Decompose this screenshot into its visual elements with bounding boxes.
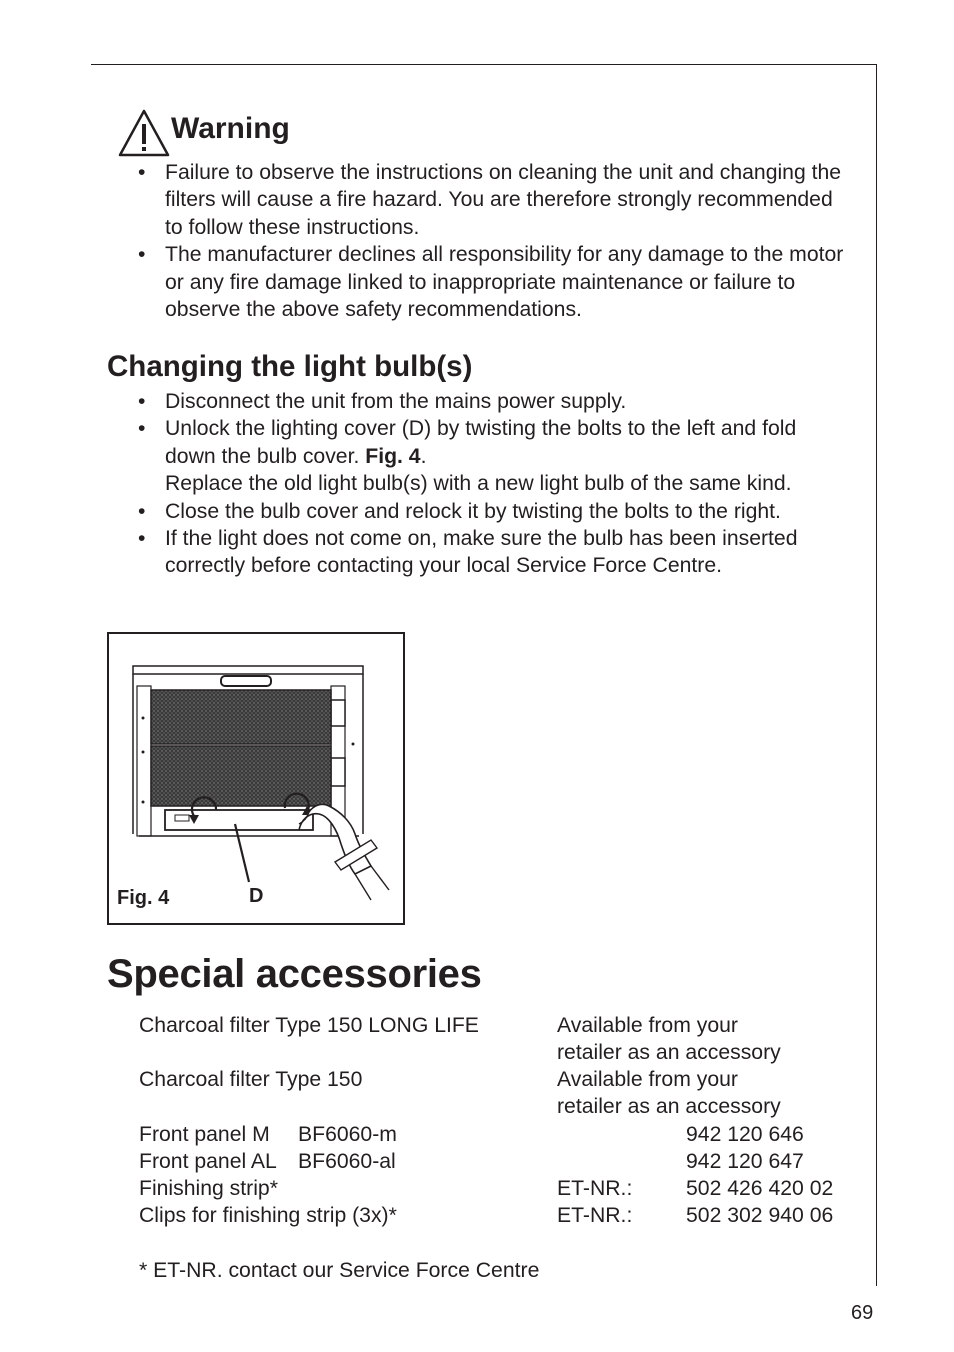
list-item: • Unlock the lighting cover (D) by twisting the bolts to the left and fold down the bulb cover. Fig. 4. Replace the old light bulb(s) with a new light bulb of the same kind. [138, 417, 797, 496]
accessories-footnote: * ET-NR. contact our Service Force Centre [139, 1259, 540, 1282]
accessory-model: BF6060-m [298, 1123, 397, 1146]
accessory-number: 942 120 646 [686, 1123, 804, 1146]
accessory-availability: retailer as an accessory [557, 1095, 781, 1118]
hood-illustration [109, 634, 403, 923]
list-item: • Disconnect the unit from the mains power supply. [138, 390, 627, 413]
accessory-name: Front panel M [139, 1123, 270, 1146]
accessory-etnr-label: ET-NR.: [557, 1204, 633, 1227]
accessory-availability: retailer as an accessory [557, 1041, 781, 1064]
accessory-model: BF6060-al [298, 1150, 396, 1173]
top-rule [91, 64, 877, 65]
figure-reference: Fig. 4 [365, 444, 421, 468]
bulb-steps-list [138, 388, 848, 580]
figure-4 [107, 632, 405, 925]
accessory-availability: Available from your [557, 1068, 738, 1091]
warning-triangle-icon [118, 108, 170, 158]
accessory-name: Charcoal filter Type 150 [139, 1068, 363, 1091]
accessory-name: Clips for finishing strip (3x)* [139, 1204, 397, 1227]
right-rule [876, 64, 877, 1286]
accessory-number: 502 302 940 06 [686, 1204, 834, 1227]
accessory-number: 502 426 420 02 [686, 1177, 834, 1200]
section-heading-accessories: Special accessories [107, 952, 482, 996]
accessory-name: Front panel AL [139, 1150, 277, 1173]
figure-label-d: D [249, 885, 264, 907]
page-number: 69 [851, 1302, 874, 1324]
accessory-name: Finishing strip* [139, 1177, 278, 1200]
accessory-etnr-label: ET-NR.: [557, 1177, 633, 1200]
list-item: • Failure to observe the instructions on cleaning the unit and changing the filters will cause a fire hazard. You are therefore strongly recommended to follow these instructions. [138, 161, 842, 239]
list-item: • Close the bulb cover and relock it by twisting the bolts to the right. [138, 499, 781, 523]
warning-list [138, 159, 848, 323]
accessory-availability: Available from your [557, 1014, 738, 1037]
accessory-number: 942 120 647 [686, 1150, 804, 1173]
warning-title: Warning [171, 112, 290, 145]
list-item: • The manufacturer declines all responsibility for any damage to the motor or any fire damage linked to inappropriate maintenance or failure to observe the above safety recommendations. [138, 243, 844, 322]
list-item: • If the light does not come on, make sure the bulb has been inserted correctly before contacting your local Service Force Centre. [138, 527, 798, 578]
accessory-name: Charcoal filter Type 150 LONG LIFE [139, 1014, 479, 1037]
section-heading-bulb: Changing the light bulb(s) [107, 350, 473, 383]
figure-caption: Fig. 4 [117, 887, 170, 909]
